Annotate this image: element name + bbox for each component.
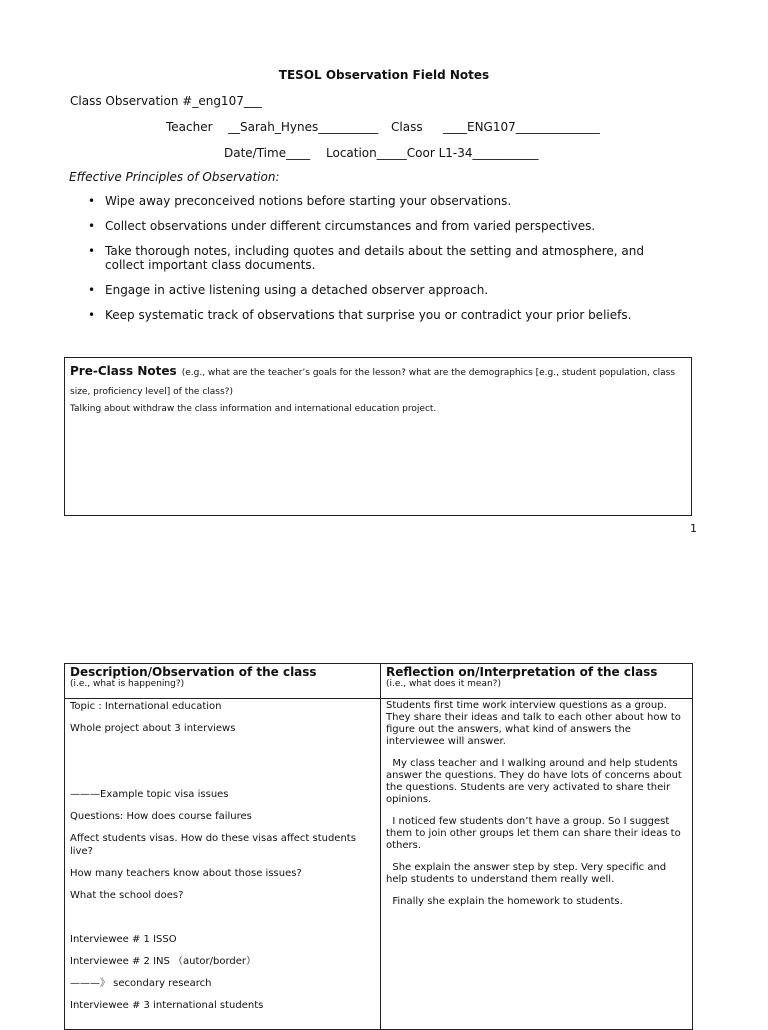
reflection-paragraph: Students first time work interview questions as a group. They share their ideas and talk to each other about how to figure out the answers, what kind of answers the interviewee will answer. xyxy=(386,700,681,747)
date-time-field: Date/Time____ xyxy=(224,146,311,160)
reflection-header-subtitle: (i.e., what does it mean?) xyxy=(386,679,501,689)
pre-class-notes-hint: (e.g., what are the teacher’s goals for the lesson? what are the demographics [e.g., student population, class size, proficiency level] of the class?) xyxy=(70,368,676,397)
pre-class-notes-heading: Pre-Class Notes xyxy=(70,364,177,378)
class-observation-number: Class Observation #_eng107___ xyxy=(70,94,262,108)
reflection-paragraph: I noticed few students don’t have a group. So I suggest them to join other groups let them can share their ideas to others. xyxy=(386,816,684,851)
description-line: Affect students visas. How do these visas affect students live? xyxy=(70,833,356,857)
class-value: ____ENG107______________ xyxy=(443,120,600,134)
principle-item: • Keep systematic track of observations that surprise you or contradict your prior beliefs. xyxy=(84,308,684,322)
description-cell xyxy=(65,699,381,1030)
reflection-header-title: Reflection on/Interpretation of the class xyxy=(386,665,658,679)
description-line: Interviewee # 3 international students xyxy=(70,1000,264,1011)
description-header-subtitle: (i.e., what is happening?) xyxy=(70,679,185,689)
principles-list xyxy=(84,194,684,333)
description-line: How many teachers know about those issues? xyxy=(70,868,302,879)
reflection-paragraph: She explain the answer step by step. Very specific and help students to understand them really well. xyxy=(386,862,670,885)
description-line: Questions: How does course failures xyxy=(70,811,252,822)
reflection-paragraph: Finally she explain the homework to students. xyxy=(386,896,623,907)
pre-class-notes-box xyxy=(64,357,692,516)
description-line: Whole project about 3 interviews xyxy=(70,723,236,734)
class-label: Class xyxy=(391,120,423,134)
reflection-paragraph: My class teacher and I walking around and help students answer the questions. They do have lots of concerns about the questions. Students are very activated to share their opinions. xyxy=(386,758,686,805)
document-title: TESOL Observation Field Notes xyxy=(278,68,490,82)
page-number: 1 xyxy=(690,522,697,535)
location-field: Location_____Coor L1-34___________ xyxy=(326,146,539,160)
teacher-value: __Sarah_Hynes__________ xyxy=(228,120,379,134)
observation-table xyxy=(64,663,693,1030)
principle-item: • Engage in active listening using a detached observer approach. xyxy=(84,283,684,297)
description-line: Topic : International education xyxy=(70,701,222,712)
description-line: ———Example topic visa issues xyxy=(70,789,229,800)
teacher-label: Teacher xyxy=(166,120,213,134)
reflection-header xyxy=(381,664,693,699)
description-line: Interviewee # 2 INS （autor/border） xyxy=(70,956,257,967)
description-header-title: Description/Observation of the class xyxy=(70,665,317,679)
description-line: What the school does? xyxy=(70,890,184,901)
description-line: ———》 secondary research xyxy=(70,978,212,989)
principles-heading: Effective Principles of Observation: xyxy=(69,170,280,184)
description-line: Interviewee # 1 ISSO xyxy=(70,934,177,945)
description-header xyxy=(65,664,381,699)
principle-item: • Collect observations under different circumstances and from varied perspectives. xyxy=(84,219,684,233)
pre-class-notes-text: Talking about withdraw the class information and international education project. xyxy=(70,404,437,414)
principle-item: • Take thorough notes, including quotes and details about the setting and atmosphere, and collect important class documents. xyxy=(84,244,684,272)
principle-item: • Wipe away preconceived notions before starting your observations. xyxy=(84,194,684,208)
reflection-cell xyxy=(381,699,693,1030)
